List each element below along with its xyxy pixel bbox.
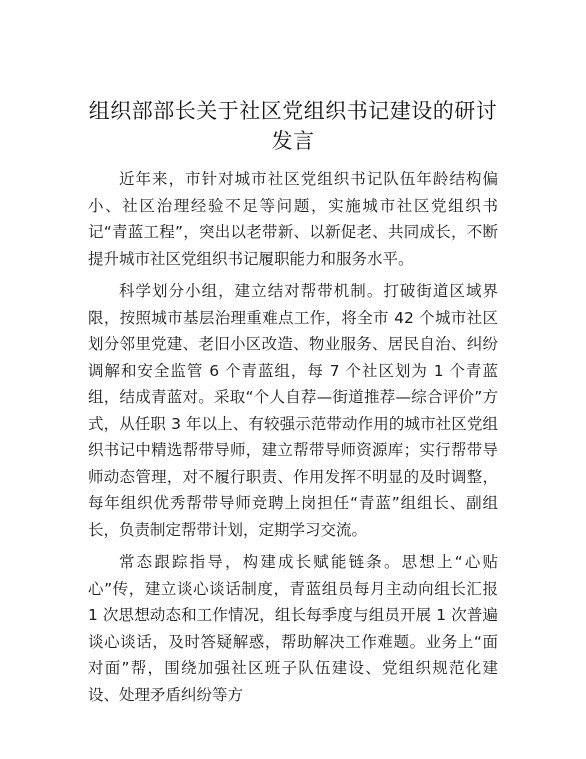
document-title: 组织部部长关于社区党组织书记建设的研讨发言 <box>88 99 498 153</box>
paragraph-2: 科学划分小组，建立结对帮带机制。打破街道区域界限，按照城市基层治理重难点工作，将全市 42 个城市社区划分邻里党建、老旧小区改造、物业服务、居民自治、纠纷调解和安全监管 6 个青蓝组，每 7 个社区划为 1 个青蓝组，结成青蓝对。采取“个人自荐—街道推荐—综合评价”方式，从任职 3 年以上、有较强示范带动作用的城市社区党组织书记中精选帮带导师，建立帮带导师资源库；实行帮带导师动态管理，对不履行职责、作用发挥不明显的及时调整，每年组织优秀帮带导师竞聘上岗担任“青蓝”组组长、副组长，负责制定帮带计划，定期学习交流。 <box>88 282 498 539</box>
paragraph-1: 近年来，市针对城市社区党组织书记队伍年龄结构偏小、社区治理经验不足等问题，实施城市社区党组织书记“青蓝工程”，突出以老带新、以新促老、共同成长，不断提升城市社区党组织书记履职能力和服务水平。 <box>88 170 498 268</box>
paragraph-3: 常态跟踪指导，构建成长赋能链条。思想上“心贴心”传，建立谈心谈话制度，青蓝组员每月主动向组长汇报 1 次思想动态和工作情况，组长每季度与组员开展 1 次普遍谈心谈话，及时答疑解惑，帮助解决工作难题。业务上“面对面”帮，围绕加强社区班子队伍建设、党组织规范化建设、处理矛盾纠纷等方 <box>88 553 498 704</box>
